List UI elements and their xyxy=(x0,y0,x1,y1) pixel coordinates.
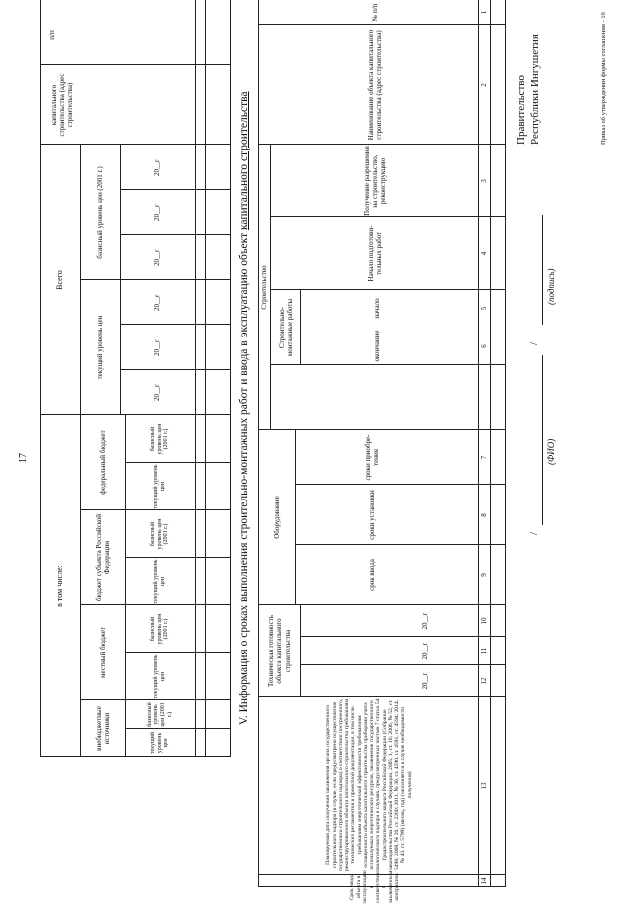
federal-header: федеральный бюджет xyxy=(98,430,107,495)
slash: / xyxy=(528,341,540,345)
fio-label: (ФИО) xyxy=(546,438,556,465)
tekh-gotov-header: Техническая готовность объекта капитального строительства xyxy=(267,615,292,687)
col-number: 7 xyxy=(480,455,489,460)
sroki-ustan-header: сроки установки xyxy=(367,490,376,540)
okonchanie-header: окончание xyxy=(372,330,381,362)
col-name-header: Наименование объекта капитального строительства (адрес строительства) xyxy=(366,29,383,141)
signature-line xyxy=(542,215,543,325)
col-number: 3 xyxy=(480,179,489,183)
srok-vvoda-obj-header: Срок ввода объекта в эксплуатацию в соответствии с заключенным контрактом xyxy=(349,870,401,904)
year-cell: 20__г xyxy=(420,642,429,660)
year-cell: 20__г xyxy=(420,672,429,690)
page-number: 17 xyxy=(18,453,29,463)
bazisnyi-header: базисный уровень цен (2001 г.) xyxy=(95,166,104,259)
col-number: 13 xyxy=(480,782,489,790)
section-title: V. Информация о сроках выполнения строительно-монтажных работ и ввода в эксплуатацию объект капитального строительства xyxy=(238,91,250,725)
tekushchii-header: текущий уровень цен xyxy=(95,315,104,380)
baz-short: базисный уровень цен (2001 г.) xyxy=(149,613,170,645)
year-cell: 20__г xyxy=(152,249,161,266)
mestnyi-header: местный бюджет xyxy=(98,627,107,678)
tek-short: текущий уровень цен xyxy=(153,654,166,699)
col-n-header: № п/п xyxy=(370,3,379,22)
sroki-priobr-header: сроки приобре-тения xyxy=(363,434,380,481)
subject-header: бюджет субъекта Российской Федерации xyxy=(94,514,111,602)
srok-vvoda-header: срок ввода xyxy=(367,559,376,591)
year-cell: 20__г xyxy=(152,294,161,311)
col-number: 1 xyxy=(480,10,489,15)
nachalo-podgot-header: Начало подготови-тельных работ xyxy=(366,225,383,282)
col-object-header: капитального строительства (адрес строительства) xyxy=(49,73,75,137)
tek-short: текущий уровень цен xyxy=(149,731,170,755)
year-cell: 20__г xyxy=(152,159,161,176)
baz-short: базисный уровень цен (2001 г.) xyxy=(149,423,170,455)
baz-short: базисный уровень цен (2001 г.) xyxy=(149,518,170,550)
year-cell: 20__г xyxy=(152,339,161,356)
col-number: 2 xyxy=(480,83,489,87)
col-number: 12 xyxy=(480,677,489,685)
tek-short: текущий уровень цен xyxy=(153,559,166,604)
oborudovanie-header: Оборудование xyxy=(272,496,281,539)
org-name: Правительство Республики Ингушетия xyxy=(515,34,541,145)
col-number: 14 xyxy=(480,877,489,885)
year-cell: 20__г xyxy=(420,612,429,630)
col-number: 6 xyxy=(480,344,489,348)
year-cell: 20__г xyxy=(152,384,161,401)
bottom-note: Приказ об утверждении формы соглашения - 10 xyxy=(600,12,607,145)
col-number: 5 xyxy=(480,306,489,311)
stroitelstvo-header: Строительство xyxy=(260,265,269,310)
slash: / xyxy=(528,531,540,535)
col-number: 10 xyxy=(480,617,489,625)
col-number: 9 xyxy=(480,573,489,577)
tek-short: текущий уровень цен xyxy=(153,464,166,509)
razreshenie-header: Получение разрешения на строительство, реконструкцию xyxy=(362,146,388,216)
col-pp-header: п/п xyxy=(47,30,56,40)
fio-line xyxy=(542,355,543,525)
col-number: 4 xyxy=(480,251,489,256)
baz-short: базисный уровень цен (2001 г.) xyxy=(146,702,173,727)
smr-header: Строительно-монтажные работы xyxy=(277,298,294,357)
vnebudzhet-header: внебюджетные источники xyxy=(94,706,111,751)
planiruemaya-header: Планируемая дата получения заключения органа государственного строительного надзора (в случае, если предусмотрено осуществление государственного строительного надзора) о соответствии построенного, реконструированного объекта капитального строительства требованиям технических регламентов и проектной документации, в том числе требованиям энергетической эффективности требованиям оснащенности объекта капитального строительства приборами учета используемых энергетических ресурсов, заключение государственного экологического надзора в случаях, предусмотренных частью 7 статьи 54 Градостроительного кодекса Российской Федерации (Собрание законодательства Российской Федерации, 2005, 1, ст. 16; 2006, № 52, ст. 5498; 2008, № 20, ст. 2260; 2011, № 30, ст. 4590, ст. 4591, ст. 4594; 2014, № 43, ст. 5799) (месяц, год) (заполняется в случае необходимости получения) xyxy=(325,698,413,872)
year-cell: 20__г xyxy=(152,204,161,221)
col-number: 8 xyxy=(480,513,489,517)
nachalo-header: начало xyxy=(372,298,381,319)
col-number: 11 xyxy=(480,647,489,655)
v-tom-chisle-header: в том числе: xyxy=(55,565,65,607)
vsego-header: Всего xyxy=(55,270,65,290)
podpis-label: (подпись) xyxy=(546,268,556,305)
